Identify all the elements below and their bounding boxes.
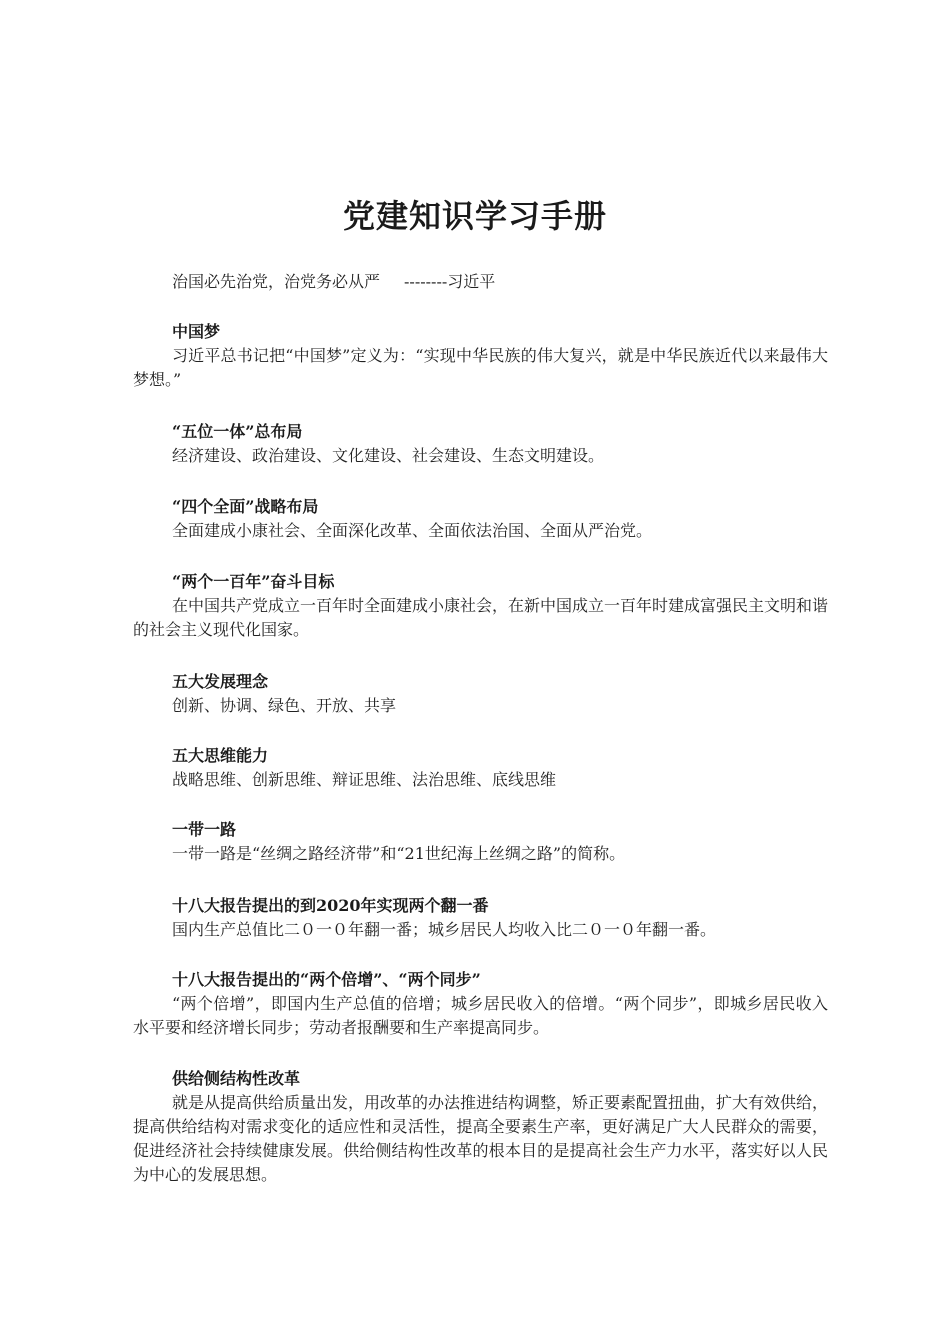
section-heading: 十八大报告提出的到2020年实现两个翻一番 <box>172 896 489 915</box>
section-two-centenary-goals <box>133 570 828 642</box>
section-five-in-one <box>133 420 828 468</box>
section-body: 习近平总书记把“中国梦”定义为：“实现中华民族的伟大复兴，就是中华民族近代以来最伟大梦想。” <box>133 346 828 389</box>
section-heading: 供给侧结构性改革 <box>172 1069 301 1088</box>
motto-quote <box>172 270 495 294</box>
section-heading: 五大发展理念 <box>172 672 269 691</box>
section-body: 国内生产总值比二０一０年翻一番；城乡居民人均收入比二０一０年翻一番。 <box>172 920 717 939</box>
section-body: 经济建设、政治建设、文化建设、社会建设、生态文明建设。 <box>172 446 605 465</box>
motto-text: 治国必先治党，治党务必从严 <box>172 272 381 291</box>
section-china-dream <box>133 320 828 392</box>
section-body: “两个倍增”，即国内生产总值的倍增；城乡居民收入的倍增。“两个同步”，即城乡居民收入水平要和经济增长同步；劳动者报酬要和生产率提高同步。 <box>133 994 828 1037</box>
section-body: 创新、协调、绿色、开放、共享 <box>172 696 397 715</box>
section-heading: 中国梦 <box>172 322 221 341</box>
section-heading: 十八大报告提出的“两个倍增”、“两个同步” <box>172 970 481 989</box>
section-body: 战略思维、创新思维、辩证思维、法治思维、底线思维 <box>172 770 557 789</box>
motto-author: --------习近平 <box>404 272 496 291</box>
section-four-comprehensives <box>133 495 828 543</box>
section-heading: “两个一百年”奋斗目标 <box>172 572 335 591</box>
section-double-by-2020 <box>133 894 828 942</box>
section-body: 就是从提高供给质量出发，用改革的办法推进结构调整，矫正要素配置扭曲，扩大有效供给，提高供给结构对需求变化的适应性和灵活性，提高全要素生产率，更好满足广大人民群众的需要，促进经济社会持续健康发展。供给侧结构性改革的根本目的是提高社会生产力水平，落实好以人民为中心的发展思想。 <box>133 1093 829 1184</box>
section-five-thinking-abilities <box>133 744 828 792</box>
section-two-doublings-two-syncs <box>133 968 828 1040</box>
section-heading: 五大思维能力 <box>172 746 269 765</box>
section-body: 一带一路是“丝绸之路经济带”和“21世纪海上丝绸之路”的简称。 <box>172 844 626 863</box>
section-belt-and-road <box>133 818 828 866</box>
section-heading: “五位一体”总布局 <box>172 422 303 441</box>
section-heading: “四个全面”战略布局 <box>172 497 319 516</box>
section-body: 在中国共产党成立一百年时全面建成小康社会，在新中国成立一百年时建成富强民主文明和谐的社会主义现代化国家。 <box>133 596 829 639</box>
document-title: 党建知识学习手册 <box>342 197 607 236</box>
section-body: 全面建成小康社会、全面深化改革、全面依法治国、全面从严治党。 <box>172 521 653 540</box>
section-five-development-concepts <box>133 670 828 718</box>
section-supply-side-reform <box>133 1067 828 1187</box>
section-heading: 一带一路 <box>172 820 237 839</box>
